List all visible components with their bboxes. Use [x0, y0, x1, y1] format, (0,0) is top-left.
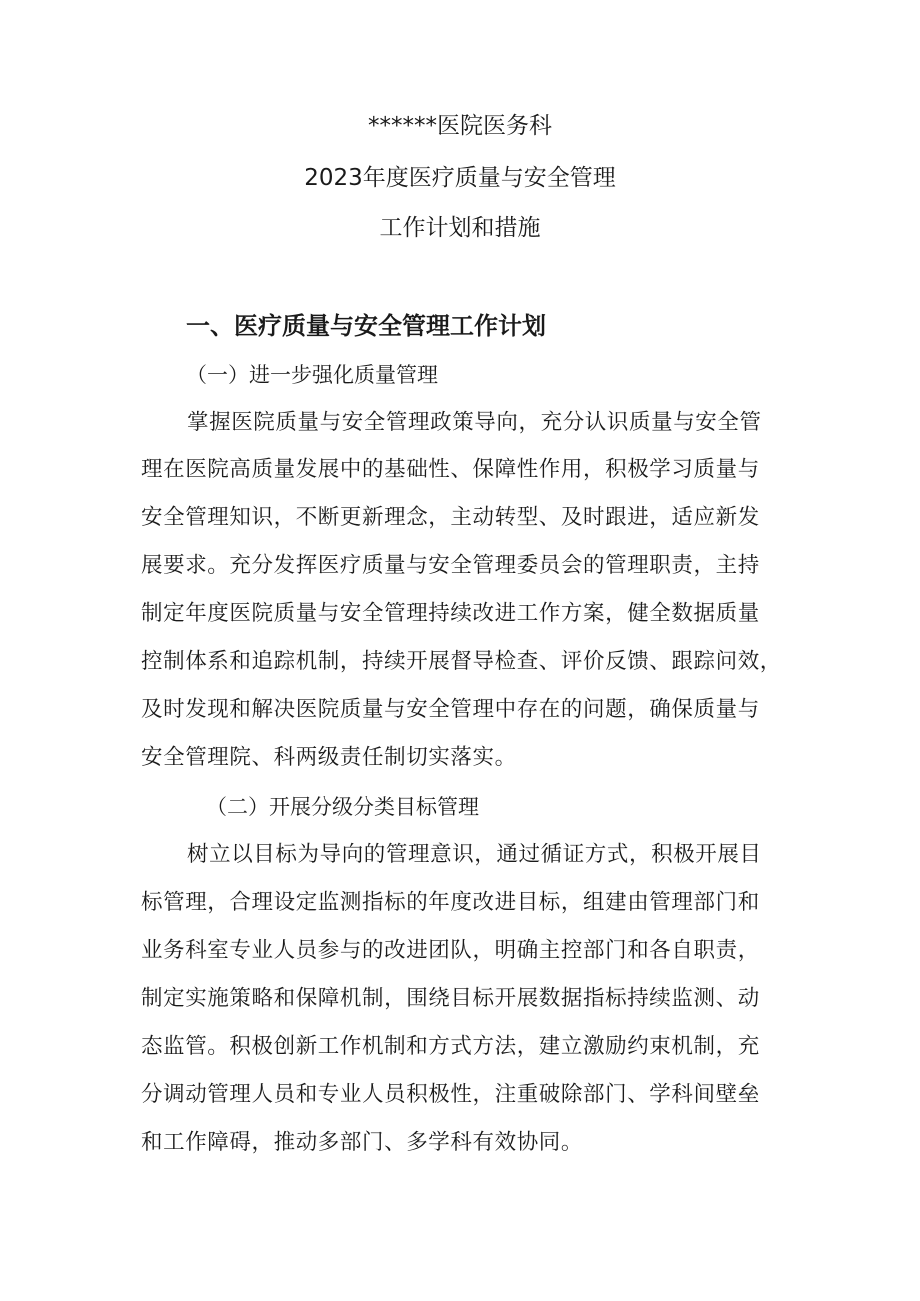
paragraph-1-line: 展要求。充分发挥医疗质量与安全管理委员会的管理职责，主持	[141, 553, 760, 578]
subsection-1-heading: （一）进一步强化质量管理	[186, 363, 438, 387]
paragraph-2-line: 分调动管理人员和专业人员积极性，注重破除部门、学科间壁垒	[141, 1082, 760, 1107]
paragraph-2-line: 和工作障碍，推动多部门、多学科有效协同。	[141, 1130, 584, 1155]
document-title-line-2: 2023年度医疗质量与安全管理	[304, 165, 616, 191]
paragraph-2-line: 标管理，合理设定监测指标的年度改进目标，组建由管理部门和	[141, 890, 760, 915]
document-title-line-1: ******医院医务科	[368, 113, 552, 139]
paragraph-1-line: 安全管理知识，不断更新理念，主动转型、及时跟进，适应新发	[141, 505, 760, 530]
paragraph-1-line: 制定年度医院质量与安全管理持续改进工作方案，健全数据质量	[141, 601, 760, 626]
section-1-heading: 一、医疗质量与安全管理工作计划	[186, 312, 546, 340]
paragraph-2-line: 业务科室专业人员参与的改进团队，明确主控部门和各自职责，	[141, 938, 760, 963]
paragraph-1-line: 掌握医院质量与安全管理政策导向，充分认识质量与安全管	[187, 410, 762, 435]
paragraph-1-line: 控制体系和追踪机制，持续开展督导检查、评价反馈、跟踪问效，	[141, 649, 782, 674]
paragraph-2-line: 态监管。积极创新工作机制和方式方法，建立激励约束机制，充	[141, 1034, 760, 1059]
paragraph-1-line: 安全管理院、科两级责任制切实落实。	[141, 745, 517, 770]
paragraph-2-line: 树立以目标为导向的管理意识，通过循证方式，积极开展目	[187, 842, 762, 867]
paragraph-1-line: 及时发现和解决医院质量与安全管理中存在的问题，确保质量与	[141, 697, 760, 722]
paragraph-1-line: 理在医院高质量发展中的基础性、保障性作用，积极学习质量与	[141, 457, 760, 482]
paragraph-2-line: 制定实施策略和保障机制，围绕目标开展数据指标持续监测、动	[141, 986, 760, 1011]
subsection-2-heading: （二）开展分级分类目标管理	[206, 795, 479, 819]
document-title-line-3: 工作计划和措施	[379, 215, 541, 241]
